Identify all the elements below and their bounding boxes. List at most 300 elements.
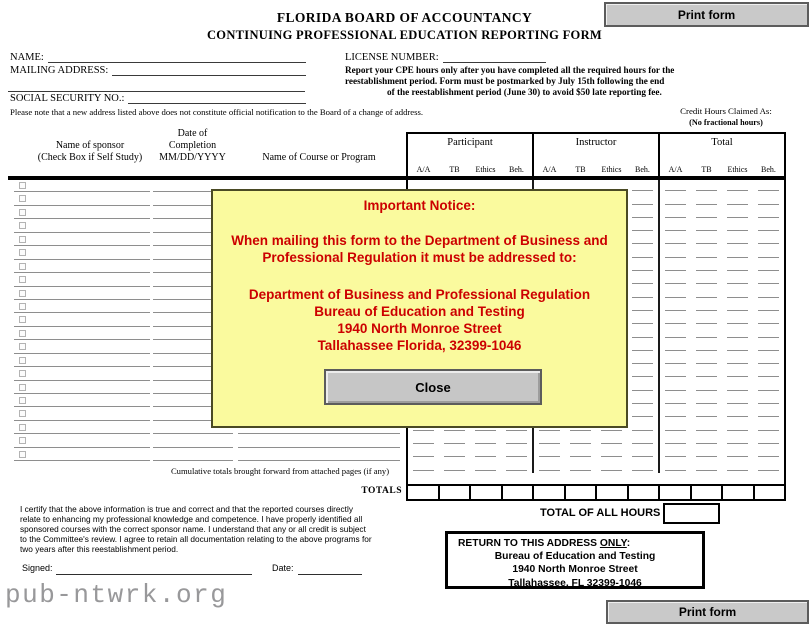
sponsor-input-line[interactable]	[14, 447, 150, 448]
hours-cell[interactable]	[753, 260, 784, 273]
hours-cell[interactable]	[691, 419, 722, 432]
hours-cell[interactable]	[722, 433, 753, 446]
self-study-checkbox[interactable]	[19, 330, 26, 337]
self-study-checkbox[interactable]	[19, 451, 26, 458]
hours-group	[660, 246, 784, 259]
hours-cell[interactable]	[691, 406, 722, 419]
hours-group	[660, 366, 784, 379]
hours-cell-line	[696, 403, 717, 404]
sponsor-input-line[interactable]	[14, 191, 150, 192]
self-study-checkbox[interactable]	[19, 410, 26, 417]
hours-cell[interactable]	[596, 433, 627, 446]
hours-cell[interactable]	[408, 433, 439, 446]
hours-cell[interactable]	[691, 220, 722, 233]
hours-cell[interactable]	[627, 207, 658, 220]
group-label: Instructor	[575, 137, 617, 148]
important-notice-dialog	[211, 189, 628, 428]
hours-cell[interactable]	[691, 233, 722, 246]
hours-cell[interactable]	[691, 246, 722, 259]
hours-cell-line	[696, 243, 717, 244]
hours-cell[interactable]	[753, 366, 784, 379]
hours-cell[interactable]	[534, 433, 565, 446]
self-study-checkbox[interactable]	[19, 249, 26, 256]
hours-cell[interactable]	[691, 459, 722, 472]
hours-cell-line	[758, 430, 779, 431]
subcolumn-labels	[534, 165, 658, 174]
course-input-line[interactable]	[238, 460, 400, 461]
hours-cell[interactable]	[753, 353, 784, 366]
hours-cell[interactable]	[660, 207, 691, 220]
hours-cell[interactable]	[565, 433, 596, 446]
hours-cell[interactable]	[722, 379, 753, 392]
hours-cell[interactable]	[627, 326, 658, 339]
self-study-checkbox[interactable]	[19, 195, 26, 202]
hours-cell-line	[758, 443, 779, 444]
sponsor-input-line[interactable]	[14, 433, 150, 434]
hours-cell[interactable]	[627, 220, 658, 233]
hours-cell[interactable]	[660, 286, 691, 299]
hours-cell[interactable]	[627, 286, 658, 299]
self-study-checkbox[interactable]	[19, 182, 26, 189]
hours-cell[interactable]	[691, 393, 722, 406]
date-input-line[interactable]	[153, 447, 233, 448]
hours-cell-line	[727, 323, 748, 324]
hours-cell[interactable]	[627, 246, 658, 259]
hours-cell[interactable]	[722, 340, 753, 353]
hours-cell[interactable]	[753, 393, 784, 406]
hours-cell[interactable]	[691, 313, 722, 326]
hours-cell-line	[413, 456, 434, 457]
hours-cell[interactable]	[753, 340, 784, 353]
hours-cell[interactable]	[660, 233, 691, 246]
hours-cell-line	[758, 270, 779, 271]
hours-cell[interactable]	[753, 419, 784, 432]
return-address-box	[445, 531, 705, 589]
hours-cell[interactable]	[660, 273, 691, 286]
hours-cell-line	[475, 456, 496, 457]
hours-cell[interactable]	[753, 459, 784, 472]
hours-cell[interactable]	[691, 379, 722, 392]
hours-cell-line	[413, 470, 434, 471]
hours-cell-line	[632, 217, 653, 218]
hours-cell-line	[696, 257, 717, 258]
hours-cell[interactable]	[627, 379, 658, 392]
hours-cell[interactable]	[753, 220, 784, 233]
column-header-course: Name of Course or Program	[262, 152, 376, 163]
hours-cell[interactable]	[691, 446, 722, 459]
sponsor-input-line[interactable]	[14, 312, 150, 313]
hours-cell[interactable]	[470, 433, 501, 446]
hours-cell-line	[632, 350, 653, 351]
sponsor-input-line[interactable]	[14, 205, 150, 206]
hours-cell-line	[601, 456, 622, 457]
name-input-line[interactable]	[48, 52, 306, 63]
hours-cell[interactable]	[565, 446, 596, 459]
hours-row	[408, 446, 784, 459]
self-study-checkbox[interactable]	[19, 276, 26, 283]
hours-cell[interactable]	[753, 406, 784, 419]
subcolumn-label: Ethics	[727, 165, 748, 174]
hours-cell-line	[727, 350, 748, 351]
totals-cell[interactable]	[692, 486, 724, 499]
hours-cell[interactable]	[691, 180, 722, 193]
hours-cell-line	[632, 283, 653, 284]
self-study-checkbox[interactable]	[19, 384, 26, 391]
hours-cell[interactable]	[534, 446, 565, 459]
hours-cell-line	[539, 456, 560, 457]
hours-cell[interactable]	[722, 419, 753, 432]
hours-cell[interactable]	[722, 446, 753, 459]
hours-cell-line	[758, 310, 779, 311]
self-study-checkbox[interactable]	[19, 303, 26, 310]
totals-cell[interactable]	[534, 486, 566, 499]
hours-cell[interactable]	[753, 313, 784, 326]
hours-group	[534, 446, 660, 459]
hours-cell[interactable]	[722, 300, 753, 313]
hours-cell-line	[727, 190, 748, 191]
hours-cell[interactable]	[660, 406, 691, 419]
hours-cell[interactable]	[691, 273, 722, 286]
hours-cell[interactable]	[753, 446, 784, 459]
hours-cell[interactable]	[660, 300, 691, 313]
self-study-checkbox[interactable]	[19, 222, 26, 229]
hours-cell-line	[727, 470, 748, 471]
hours-cell[interactable]	[722, 366, 753, 379]
hours-cell[interactable]	[660, 193, 691, 206]
hours-cell-line	[632, 456, 653, 457]
totals-cell[interactable]	[503, 486, 535, 499]
hours-cell-line	[632, 270, 653, 271]
hours-cell-line	[444, 470, 465, 471]
hours-cell[interactable]	[660, 433, 691, 446]
hours-cell[interactable]	[753, 433, 784, 446]
totals-cell[interactable]	[440, 486, 472, 499]
hours-cell-line	[758, 350, 779, 351]
sponsor-input-line[interactable]	[14, 366, 150, 367]
sponsor-input-line[interactable]	[14, 380, 150, 381]
hours-cell-line	[444, 456, 465, 457]
course-input-line[interactable]	[238, 433, 400, 434]
mailing-address-input-line-2[interactable]	[8, 80, 305, 92]
totals-cell[interactable]	[629, 486, 661, 499]
hours-cell-line	[444, 430, 465, 431]
hours-cell-line	[665, 323, 686, 324]
sponsor-input-line[interactable]	[14, 299, 150, 300]
hours-cell-line	[758, 243, 779, 244]
hours-cell[interactable]	[627, 393, 658, 406]
sponsor-input-line[interactable]	[14, 460, 150, 461]
hours-cell-line	[696, 470, 717, 471]
hours-cell[interactable]	[753, 273, 784, 286]
hours-cell[interactable]	[691, 353, 722, 366]
hours-group	[408, 446, 534, 459]
sponsor-input-line[interactable]	[14, 326, 150, 327]
subcolumn-label: Beh.	[635, 165, 650, 174]
hours-cell[interactable]	[627, 233, 658, 246]
hours-cell-line	[665, 337, 686, 338]
hours-cell[interactable]	[722, 459, 753, 472]
self-study-checkbox[interactable]	[19, 397, 26, 404]
date-input-line[interactable]	[153, 433, 233, 434]
hours-cell[interactable]	[660, 446, 691, 459]
hours-cell-line	[696, 443, 717, 444]
hours-cell[interactable]	[501, 433, 532, 446]
hours-cell[interactable]	[627, 180, 658, 193]
hours-cell[interactable]	[627, 406, 658, 419]
hours-cell[interactable]	[596, 459, 627, 472]
hours-cell[interactable]	[627, 419, 658, 432]
date-input-line[interactable]	[153, 460, 233, 461]
hours-cell-line	[665, 310, 686, 311]
hours-cell-line	[696, 230, 717, 231]
hours-cell[interactable]	[722, 220, 753, 233]
close-button[interactable]	[324, 369, 542, 405]
hours-cell[interactable]	[660, 353, 691, 366]
hours-cell[interactable]	[753, 246, 784, 259]
address-change-note: Please note that a new address listed above does not constitute official notification to the Board of a change of address.	[10, 107, 424, 117]
hours-cell-line	[696, 270, 717, 271]
hours-cell[interactable]	[722, 246, 753, 259]
hours-cell[interactable]	[660, 260, 691, 273]
dialog-address: Department of Business and Professional Regulation Bureau of Education and Testing 1940 North Monroe Street Tallahassee Florida, 32399-1046	[248, 287, 591, 353]
ssn-input-line[interactable]	[128, 93, 306, 104]
hours-cell[interactable]	[408, 446, 439, 459]
hours-cell-line	[758, 337, 779, 338]
hours-cell[interactable]	[753, 193, 784, 206]
sponsor-input-line[interactable]	[14, 272, 150, 273]
hours-cell[interactable]	[691, 366, 722, 379]
hours-cell[interactable]	[691, 340, 722, 353]
hours-cell[interactable]	[627, 459, 658, 472]
hours-group	[660, 193, 784, 206]
hours-cell-line	[696, 390, 717, 391]
return-address-line4: Tallahassee, FL 32399-1046	[508, 577, 642, 589]
hours-cell[interactable]	[722, 406, 753, 419]
hours-cell-line	[727, 297, 748, 298]
signature-input-line[interactable]	[56, 574, 252, 575]
hours-cell-line	[632, 230, 653, 231]
hours-cell-line	[570, 470, 591, 471]
hours-cell[interactable]	[660, 313, 691, 326]
hours-cell[interactable]	[722, 286, 753, 299]
hours-group	[660, 379, 784, 392]
sponsor-input-line[interactable]	[14, 353, 150, 354]
hours-cell[interactable]	[627, 273, 658, 286]
group-header-instructor	[534, 134, 660, 176]
totals-cell[interactable]	[566, 486, 598, 499]
hours-cell-line	[727, 283, 748, 284]
hours-group	[660, 419, 784, 432]
hours-cell-line	[506, 470, 527, 471]
hours-cell[interactable]	[660, 379, 691, 392]
hours-cell-line	[727, 230, 748, 231]
hours-cell[interactable]	[627, 366, 658, 379]
credit-hours-claimed-note: Credit Hours Claimed As: (No fractional hours)	[680, 106, 772, 127]
hours-cell-line	[758, 217, 779, 218]
date-input-line[interactable]	[298, 574, 362, 575]
hours-cell[interactable]	[753, 326, 784, 339]
hours-cell[interactable]	[722, 207, 753, 220]
hours-cell-line	[696, 190, 717, 191]
hours-cell[interactable]	[534, 459, 565, 472]
hours-cell[interactable]	[691, 207, 722, 220]
hours-cell[interactable]	[753, 180, 784, 193]
name-label: NAME:	[10, 52, 44, 63]
subcolumn-label: TB	[701, 165, 712, 174]
hours-cell[interactable]	[660, 246, 691, 259]
hours-cell[interactable]	[722, 233, 753, 246]
hours-cell[interactable]	[660, 366, 691, 379]
self-study-checkbox[interactable]	[19, 437, 26, 444]
totals-cell[interactable]	[755, 486, 785, 499]
sponsor-input-line[interactable]	[14, 420, 150, 421]
hours-group	[660, 459, 784, 472]
hours-cell[interactable]	[439, 433, 470, 446]
hours-cell[interactable]	[660, 220, 691, 233]
hours-cell[interactable]	[660, 180, 691, 193]
course-input-line[interactable]	[238, 447, 400, 448]
subcolumn-label: TB	[575, 165, 586, 174]
sponsor-input-line[interactable]	[14, 286, 150, 287]
column-header-sponsor: Name of sponsor (Check Box if Self Study)	[37, 140, 143, 163]
name-row	[10, 52, 306, 63]
hours-cell-line	[758, 323, 779, 324]
mailing-address-row	[10, 65, 306, 76]
subcolumn-label: Beh.	[761, 165, 776, 174]
sponsor-input-line[interactable]	[14, 259, 150, 260]
return-address-line2: Bureau of Education and Testing	[494, 551, 656, 563]
dialog-title: Important Notice:	[363, 198, 476, 213]
hours-cell[interactable]	[660, 326, 691, 339]
hours-cell[interactable]	[753, 300, 784, 313]
print-form-button-top[interactable]	[604, 2, 809, 27]
hours-cell[interactable]	[753, 233, 784, 246]
totals-cell[interactable]	[660, 486, 692, 499]
hours-cell[interactable]	[722, 326, 753, 339]
hours-group	[534, 459, 660, 472]
sponsor-input-line[interactable]	[14, 339, 150, 340]
sponsor-input-line[interactable]	[14, 393, 150, 394]
hours-cell[interactable]	[470, 459, 501, 472]
self-study-checkbox[interactable]	[19, 343, 26, 350]
hours-cell[interactable]	[408, 459, 439, 472]
hours-cell-line	[601, 470, 622, 471]
sponsor-input-line[interactable]	[14, 218, 150, 219]
course-row	[8, 449, 406, 462]
hours-cell-line	[727, 204, 748, 205]
hours-cell-line	[632, 430, 653, 431]
print-form-button-label: Print form	[678, 605, 737, 619]
sponsor-input-line[interactable]	[14, 232, 150, 233]
hours-cell-line	[665, 470, 686, 471]
self-study-checkbox[interactable]	[19, 290, 26, 297]
totals-cell[interactable]	[597, 486, 629, 499]
hours-cell[interactable]	[470, 446, 501, 459]
hours-cell[interactable]	[660, 340, 691, 353]
hours-cell[interactable]	[722, 273, 753, 286]
hours-cell[interactable]	[627, 300, 658, 313]
close-button-label: Close	[415, 379, 451, 395]
total-of-all-hours-box[interactable]	[663, 503, 720, 524]
hours-cell[interactable]	[691, 260, 722, 273]
license-number-input-line[interactable]	[443, 52, 546, 63]
hours-cell-line	[632, 190, 653, 191]
hours-cell[interactable]	[691, 326, 722, 339]
signed-label: Signed:	[22, 563, 53, 573]
hours-cell[interactable]	[691, 286, 722, 299]
hours-cell[interactable]	[753, 207, 784, 220]
self-study-checkbox[interactable]	[19, 316, 26, 323]
self-study-checkbox[interactable]	[19, 236, 26, 243]
self-study-checkbox[interactable]	[19, 263, 26, 270]
hours-cell[interactable]	[439, 446, 470, 459]
hours-cell[interactable]	[627, 446, 658, 459]
hours-cell-line	[758, 257, 779, 258]
hours-cell[interactable]	[627, 313, 658, 326]
hours-cell[interactable]	[753, 379, 784, 392]
hours-cell-line	[632, 376, 653, 377]
self-study-checkbox[interactable]	[19, 357, 26, 364]
mailing-address-input-line[interactable]	[112, 65, 306, 76]
group-label: Total	[711, 137, 733, 148]
hours-cell[interactable]	[660, 459, 691, 472]
hours-cell-line	[665, 403, 686, 404]
hours-cell[interactable]	[722, 353, 753, 366]
hours-cell[interactable]	[627, 260, 658, 273]
sponsor-input-line[interactable]	[14, 245, 150, 246]
sponsor-input-line[interactable]	[14, 406, 150, 407]
hours-cell-line	[758, 190, 779, 191]
hours-cell-line	[665, 243, 686, 244]
hours-cell[interactable]	[722, 180, 753, 193]
hours-cell-line	[632, 243, 653, 244]
hours-cell[interactable]	[596, 446, 627, 459]
hours-cell[interactable]	[501, 446, 532, 459]
hours-cell[interactable]	[691, 193, 722, 206]
subcolumn-label: A/A	[542, 165, 557, 174]
hours-cell[interactable]	[722, 260, 753, 273]
hours-cell[interactable]	[660, 419, 691, 432]
hours-cell-line	[727, 376, 748, 377]
hours-cell-line	[758, 390, 779, 391]
hours-cell[interactable]	[627, 353, 658, 366]
self-study-checkbox[interactable]	[19, 209, 26, 216]
totals-cell[interactable]	[723, 486, 755, 499]
hours-cell[interactable]	[691, 433, 722, 446]
hours-cell[interactable]	[722, 313, 753, 326]
print-form-button-bottom[interactable]	[606, 600, 809, 624]
hours-cell[interactable]	[753, 286, 784, 299]
hours-cell-line	[727, 217, 748, 218]
hours-cell-line	[632, 416, 653, 417]
hours-cell[interactable]	[627, 193, 658, 206]
hours-cell[interactable]	[627, 340, 658, 353]
hours-cell[interactable]	[439, 459, 470, 472]
self-study-checkbox[interactable]	[19, 424, 26, 431]
hours-cell[interactable]	[722, 393, 753, 406]
hours-cell[interactable]	[565, 459, 596, 472]
hours-cell[interactable]	[691, 300, 722, 313]
hours-group	[660, 313, 784, 326]
self-study-checkbox[interactable]	[19, 370, 26, 377]
totals-cell[interactable]	[471, 486, 503, 499]
hours-cell[interactable]	[627, 433, 658, 446]
hours-cell[interactable]	[501, 459, 532, 472]
hours-cell[interactable]	[722, 193, 753, 206]
hours-cell[interactable]	[660, 393, 691, 406]
hours-cell-line	[665, 363, 686, 364]
totals-cell[interactable]	[408, 486, 440, 499]
